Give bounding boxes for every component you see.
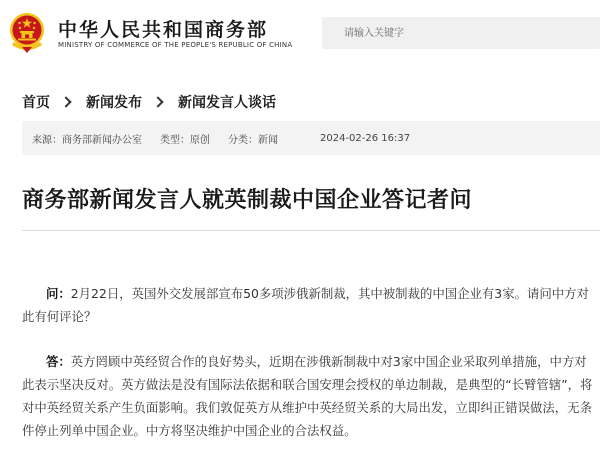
breadcrumb-home-link[interactable]: 首页 (22, 95, 50, 111)
site-subtitle: MINISTRY OF COMMERCE OF THE PEOPLE'S REPUBLIC OF CHINA (58, 41, 293, 49)
question-label: 问： (46, 286, 71, 301)
meta-category: 分类：新闻 (228, 134, 278, 146)
site-title[interactable]: 中华人民共和国商务部 (58, 19, 269, 41)
title-divider (22, 230, 600, 231)
site-header (0, 0, 600, 66)
chevron-right-icon (152, 96, 163, 107)
breadcrumb-news-release-link[interactable]: 新闻发布 (86, 95, 142, 111)
breadcrumb-spokesperson-link[interactable]: 新闻发言人谈话 (178, 95, 276, 111)
chevron-right-icon (60, 96, 71, 107)
breadcrumb (22, 92, 276, 112)
meta-type: 类型：原创 (160, 134, 210, 146)
article-title: 商务部新闻发言人就英制裁中国企业答记者问 (22, 188, 473, 213)
article-meta-bar (22, 121, 600, 155)
answer-label: 答： (46, 354, 71, 369)
answer-text: 英方罔顾中英经贸合作的良好势头，近期在涉俄新制裁中对3家中国企业采取列单措施，中方对此表示坚决反对。英方做法是没有国际法依据和联合国安理会授权的单边制裁，是典型的“长臂管辖”，将对中英经贸关系产生负面影响。我们敦促英方从维护中英经贸关系的大局出发，立即纠正错误做法，无条件停止列单中国企业。中方将坚决维护中国企业的合法权益。 (22, 354, 593, 438)
question-text: 2月22日，英国外交发展部宣布50多项涉俄新制裁，其中被制裁的中国企业有3家。请问中方对此有何评论？ (22, 286, 589, 324)
national-emblem-icon[interactable] (8, 9, 46, 57)
search-box (322, 17, 600, 49)
meta-source: 来源：商务部新闻办公室 (32, 134, 142, 146)
question-paragraph (22, 282, 594, 328)
answer-paragraph (22, 350, 594, 442)
meta-date: 2024-02-26 16:37 (320, 132, 411, 144)
search-input[interactable] (334, 17, 584, 49)
